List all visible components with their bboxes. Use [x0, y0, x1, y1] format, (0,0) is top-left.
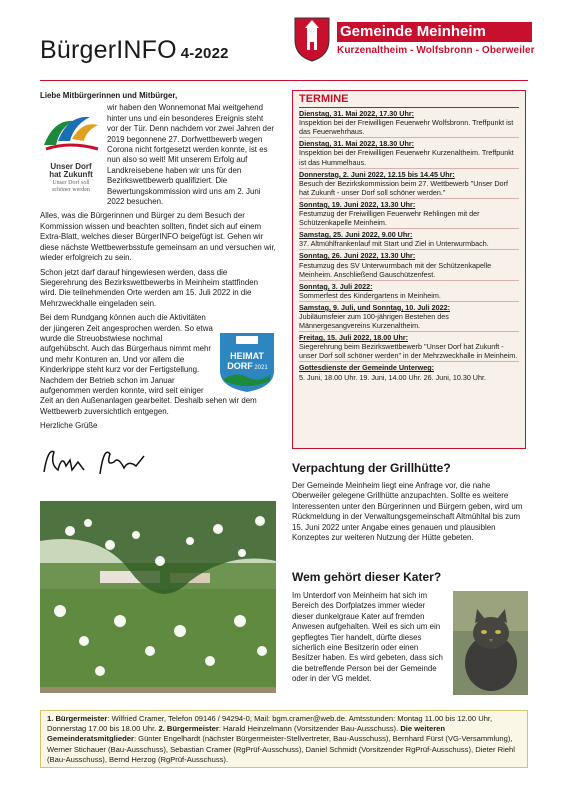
- municipality-name: Gemeinde Meinheim: [337, 22, 532, 42]
- event-date: Freitag, 15. Juli 2022, 18.00 Uhr:: [299, 333, 409, 343]
- village-logo-icon: [40, 105, 102, 159]
- event-text: Inspektion bei der Freiwilligen Feuerwehr Kurzenaltheim. Treffpunkt ist das Hummelhaus.: [299, 148, 514, 167]
- event-text: Sommerfest des Kindergartens in Meinheim.: [299, 290, 441, 300]
- deputy-text: : Harald Heinzelmann (Vorsitzender Bau-Ausschuss).: [218, 724, 401, 734]
- cat-text: Im Unterdorf von Meinheim hat sich im Bereich des Dorfplatzes immer wieder dieser dunkelgraue Kater auf fremden Anwesen aufgehalten. Weil es sich um ein gepflegtes Tier handelt, dürfte dieses sicherlich eine Besitzerin oder einen Besitzer haben. Es wird gebeten, dass sich die betreffende Person bei der Gemeinde oder in der VG meldet.: [292, 591, 443, 684]
- mayor-text: : Wilfried Cramer, Telefon 09146 / 94294-0, Mail: bgm.cramer@web.de. Amtsstunden: Montag 11.00 bis 12.00 Uhr, Donnerstag 17.00 bis 18.00 Uhr.: [47, 714, 493, 734]
- letter-greeting: Liebe Mitbürgerinnen und Mitbürger,: [40, 91, 178, 100]
- event-text: Festumzug des SV Unterwurmbach mit der Schützenkapelle Meinheim. Anschließend Gauschützenfest.: [299, 260, 492, 279]
- event-item: [299, 198, 519, 227]
- event-date: Samstag, 25. Juni 2022, 9.00 Uhr:: [299, 230, 413, 240]
- logo-subtitle: Unser Dorf soll schöner werden: [52, 179, 90, 193]
- event-item: [299, 331, 519, 360]
- logo-title: Unser Dorf hat Zukunft: [49, 161, 93, 180]
- grill-heading: Verpachtung der Grillhütte?: [292, 461, 451, 475]
- svg-text:2021: 2021: [254, 365, 268, 372]
- event-date: Gottesdienste der Gemeinde Unterweg:: [299, 363, 434, 373]
- event-date: Sonntag, 26. Juni 2022, 13.30 Uhr:: [299, 251, 416, 261]
- event-item: [299, 361, 519, 381]
- event-date: Dienstag, 31. Mai 2022, 17.30 Uhr:: [299, 109, 415, 119]
- blossom-photo: [40, 501, 276, 693]
- council-text: : Günter Engelhardt (nächster Bürgermeister-Stellvertreter, Bau-Ausschuss), Bernhard Fürst (VG-Versammlung), Werner Stichauer (Bau-Ausschuss), Sebastian Cramer (RgPrüf-Ausschuss), Daniel Schmidt (Vorsitzender RgPrüf-Ausschuss), Dieter Riehl (Bau-Ausschuss), Bernd Herzog (RgPrüf-Ausschuss).: [47, 734, 515, 764]
- council-label: Die weiteren Gemeinderatsmitglieder: [47, 724, 446, 744]
- heimat-dorf-seal: [218, 331, 276, 393]
- title-text: BürgerINFO: [40, 36, 177, 64]
- heimatdorf-badge-icon: [218, 331, 276, 393]
- event-text: Inspektion bei der Freiwilligen Feuerwehr Wolfsbronn. Treffpunkt ist das Feuerwehrhaus.: [299, 118, 514, 137]
- event-date: Sonntag, 3. Juli 2022:: [299, 281, 373, 291]
- event-item: [299, 301, 519, 330]
- deputy-label: 2. Bürgermeister: [158, 724, 219, 734]
- event-item: [299, 107, 519, 136]
- cat-photo: [453, 591, 528, 695]
- header-divider: [40, 80, 528, 81]
- event-item: [299, 249, 519, 278]
- signature-icon: [40, 442, 160, 484]
- events-box: [292, 90, 526, 449]
- event-date: Samstag, 9. Juli, und Sonntag, 10. Juli 2022:: [299, 302, 450, 312]
- event-text: Siegerehrung beim Bezirkswettbewerb "Unser Dorf hat Zukunft - unser Dorf soll schöner werden" in der Mehrzweckhalle in Meinheim.: [299, 342, 518, 361]
- event-text: Jubiläumsfeier zum 100-jährigen Bestehen des Männergesangvereins Kurzenaltheim.: [299, 311, 449, 331]
- event-text: 37. Altmühlfrankenlauf mit Start und Ziel in Unterwurmbach.: [299, 239, 489, 249]
- municipality-subtitle: Kurzenaltheim - Wolfsbronn - Oberweiler: [337, 45, 535, 56]
- event-item: [299, 280, 519, 300]
- event-text: Besuch der Bezirkskommission beim 27. Wettbewerb "Unser Dorf hat Zukunft - unser Dorf soll schöner werden.": [299, 178, 508, 197]
- letter-closing: Herzliche Grüße: [40, 421, 98, 431]
- letter-column: [40, 91, 276, 487]
- grill-text: Der Gemeinde Meinheim liegt eine Anfrage vor, die nahe Oberweiler gelegene Grillhütte anzupachten. Sollte es weitere Interessenten unter den Bürgerinnen und Bürgern geben, wird um Rückmeldung in der Verwaltungsgemeinschaft Altmühltal bis zum 15. Juni 2022 unter Angabe eines genauen und plausiblen Konzeptes zur weiteren Nutzung der Hütte gebeten.: [292, 481, 523, 543]
- event-text: 5. Juni, 18.00 Uhr. 19. Juni, 14.00 Uhr. 26. Juni, 10.30 Uhr.: [299, 372, 486, 382]
- svg-text:HEIMAT: HEIMAT: [230, 351, 264, 362]
- event-date: Dienstag, 31. Mai 2022, 18.30 Uhr:: [299, 139, 415, 149]
- issue-number: 4-2022: [180, 45, 229, 62]
- event-item: [299, 137, 519, 166]
- cat-heading: Wem gehört dieser Kater?: [292, 570, 442, 584]
- newsletter-title: [40, 36, 229, 65]
- svg-text:DORF: DORF: [227, 361, 253, 372]
- event-item: [299, 228, 519, 248]
- letter-paragraph-3: Schon jetzt darf darauf hingewiesen werden, dass die Siegerehrung des Bezirkswettbewerbs in Meinheim stattfinden wird. Die teilnehmenden Orte werden am 15. Juli 2022 in die Mehrzweckhalle eingeladen sein.: [40, 267, 258, 308]
- events-heading: TERMINE: [299, 93, 349, 105]
- letter-paragraph-4: Bei dem Rundgang können auch die Aktivitäten der jüngeren Zeit angesprochen werden. So etwa wurde die Streuobstwiese nochmal aufgehübscht. Auch das Bürgerhaus nimmt mehr und mehr Konturen an. Und vor allem die Kinderkrippe steht kurz vor der Fertigstellung. Nachdem der Betrieb schon im Januar aufgenommen werden konnte, wird seit einiger Zeit an den Außenanlagen gearbeitet. Deshalb sehen wir dem Wettbewerb zuversichtlich entgegen.: [40, 313, 257, 416]
- unser-dorf-logo: [40, 105, 102, 197]
- letter-paragraph-1: wir haben den Wonnemonat Mai weitgehend hinter uns und ein besonderes Ereignis steht vor der Tür. Denn nachdem vor zwei Jahren der 2019 begonnene 27. Dorfwettbewerb wegen Corona nicht fortgesetzt werden konnte, ist es nun also so weit! Mit unserem Erfolg auf Landkreisebene haben wir uns für den Bezirkswettbewerb qualifiziert. Die Bewertungskommission wird uns am 2. Juni 2022 besuchen.: [107, 103, 274, 207]
- event-text: Festumzug der Freiwilligen Feuerwehr Rehlingen mit der Schützenkapelle Meinheim.: [299, 209, 480, 228]
- footer-contact-box: [40, 710, 528, 768]
- event-date: Sonntag, 19. Juni 2022, 13.30 Uhr:: [299, 199, 416, 209]
- event-date: Donnerstag, 2. Juni 2022, 12.15 bis 14.45 Uhr:: [299, 169, 455, 179]
- mayor-label: 1. Bürgermeister: [47, 714, 108, 723]
- event-item: [299, 168, 519, 197]
- letter-paragraph-2: Alles, was die Bürgerinnen und Bürger zu dem Besuch der Kommission wissen und beachten sollten, findet sich auf einem Extra-Blatt, welches dieser BürgerINFO beigefügt ist. Gehen wir diese nächste Wettbewerbsstufe gemeinsam an und versuchen wir, wieder erfolgreich zu sein.: [40, 211, 276, 263]
- coat-of-arms-icon: [293, 16, 331, 62]
